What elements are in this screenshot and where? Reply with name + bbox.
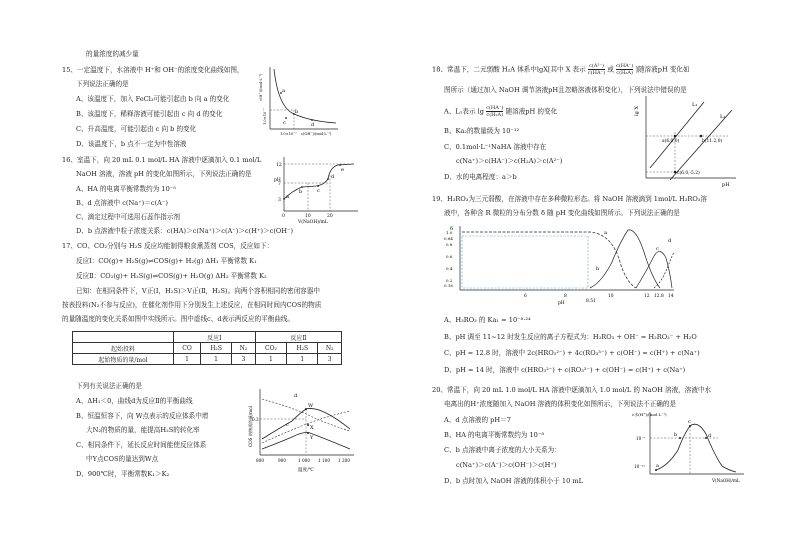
q19-ytick-04: 0.4 [446,266,453,271]
q15-option-c: C、升高温度，可能引起由 c 向 b 的变化 [76,125,197,133]
q17-point-w: W [308,403,314,409]
q18-point-c: c(6.0,-5.2) [677,171,700,176]
q15-ytick: 1.0×10⁻⁷ [263,108,267,125]
q20-point-b: b [674,432,678,438]
q19-xtick-851: 8.51 [586,299,596,304]
q17-xlabel: 温度/℃ [298,468,314,473]
q16-option-a: A、HA 的电离平衡常数约为 10⁻⁵ [76,185,176,193]
q17-table-cell: N₂ [318,343,342,354]
q18-figure [632,92,742,188]
q17-point-y: Y [310,435,314,441]
q17-stem: 17、CO、CO₂分别与 H₂S 反应均能制得粮食熏蒸剂 COS，反应如下： [62,242,274,250]
q16-stem: 16、室温下，向 20 mL 0.1 mol/L HA 溶液中逐滴加入 0.1 mol/L [62,156,262,164]
q18-frac-2 [616,63,633,76]
q17-option-b2: 大N₂的物质的量，能提高H₂S的转化率 [86,426,200,434]
q16-xlabel: V(NaOH)/mL [298,220,328,225]
q16-point-a: a [286,194,289,200]
q17-table-cell: 1 [173,354,200,365]
q19-xtick-14: 14 [668,294,674,299]
q17-table-cell: 起始物质的量/mol [73,354,174,365]
q18-option-c2: c(Na⁺)＞c(HA⁻)＞c(H₂A)＞c(A²⁻) [456,157,563,165]
q20-option-c2: c(Na⁺)＞c(A⁻)＞c(OH⁻)＞c(H⁺) [456,461,557,469]
q17-figure [244,383,358,475]
q19-ytick-1: 1.0 [446,230,453,235]
q17-table-cell: N₂ [232,343,256,354]
q18-a-frac-den: c(H₂A) [486,112,504,118]
q20-point-d: d [708,433,712,439]
q17-table-cell: 1 [201,354,232,365]
q16-option-d: D、b 点溶液中粒子浓度关系：c(HA)＞c(Na⁺)＞c(A⁻)＞c(H⁺)＞c(OH⁻) [76,227,294,235]
q17-table-cell [73,332,174,343]
q19-ytick-084: 0.84 [444,236,453,241]
q18-stem-text: 18、常温下，二元弱酸 H₂A 体系中lgX[其中 X 表示 [432,65,586,74]
q20-option-b: B、HA 的电离平衡常数约为 10⁻⁸ [444,431,545,439]
q20-option-a: A、d 点溶液的 pH＝7 [444,416,511,424]
q19-xlabel: pH [558,301,565,306]
q16-point-b: b [299,189,303,195]
q19-stem2: 液中，各种含 R 微粒的分布分数 δ 随 pH 变化曲线如图所示。下列说法正确的是 [444,209,680,217]
intro-text: 的量浓度的减少量 [86,50,139,58]
q18-xlabel: pH [722,182,730,188]
q16-point-d: d [331,174,335,180]
q17-table-header-2 [73,343,342,354]
q19-option-c: C、pH = 12.8 时，溶液中 2c(HRO₃²⁻) + 4c(RO₃³⁻) + c(OH⁻) = c(H⁺) + c(Na⁺) [444,349,700,357]
q20-point-c: c [688,419,691,425]
q18-option-a [444,105,557,118]
q18-frac2-den: c(H₂A) [616,70,633,76]
q15-option-b: B、该温度下，稀释溶液可能引起由 c 向 d 的变化 [76,110,223,118]
q15-figure [256,63,342,141]
q17-option-c: C、相同条件下，延长反应时间能使反应体系 [76,441,207,449]
q15-xtick: 1.0×10⁻⁷ [280,132,297,136]
q15-ask: 下列说法正确的是 [76,80,129,88]
q18-point-b: b(11.2,0) [702,139,723,144]
q15-option-d: D、该温度下，b 点不一定为中性溶液 [76,140,187,148]
q17-para-2: 按表投料(N₂不参与反应)，在催化剂作用下分别发生上述反应，在相同时间内COS的物质 [62,301,322,309]
q17-table-cell: 起始投料 [73,343,174,354]
q18-option-a-pre: A、L₁表示 lg [444,107,484,116]
q17-table-header-1 [73,332,342,343]
q20-stem2: 电离出的H⁺浓度随加入 NaOH 溶液的体积变化如图所示，下列说法不正确的是 [444,400,677,408]
q15-point-b: b [295,109,299,115]
q17-option-a: A、ΔH₁＜0，曲线d为反应Ⅱ的平衡曲线 [76,397,193,405]
q20-xlabel: V(NaOH)/mL [712,478,740,483]
q17-table-cell: CO [173,343,200,354]
q19-option-a: A、H₃RO₃ 的 Ka₁ = 10⁻⁸·²⁴ [444,316,531,324]
q19-curve-a: a [604,230,607,236]
q18-option-c: C、0.1mol·L⁻¹NaHA 溶液中存在 [444,143,547,151]
q18-stem-end: ]随溶液pH 变化如 [635,65,690,74]
q16-stem2: NaOH 溶液，溶液 pH 的变化如图所示，下列说法正确的是 [76,170,252,178]
q18-frac1-num: c(A²⁻) [589,63,604,69]
q18-stem2: 图所示（通过加入 NaOH 调节溶液pH且忽略溶液体积变化），下列说法中错误的是 [444,86,687,94]
q19-option-d: D、pH = 14 时，溶液中 c(HRO₃²⁻) + c(RO₃³⁻) + c(OH⁻) = c(H⁺) + c(Na⁺) [444,366,686,374]
q17-table [72,331,342,365]
q18-frac2-num: c(HA⁻) [615,63,634,69]
q17-table-cell: 3 [318,354,342,365]
q18-stem [432,63,690,76]
q16-option-b: B、d 点溶液中 c(Na⁺)＝c(A⁻) [76,199,168,207]
q17-xtick-900: 900 [278,458,286,463]
q19-ytick-016: 0.16 [444,283,453,288]
q17-option-c2: 中Y点COS的量达到W点 [86,455,159,463]
q17-table-cell: 1 [287,354,318,365]
q20-ytick-10: 10⁻¹⁰ [634,464,645,469]
q15-point-d: d [311,122,315,128]
q17-xtick-1000: 1 000 [298,458,310,463]
q16-point-c: c [317,188,320,194]
q17-table-cell: 反应Ⅱ [255,332,341,343]
q17-table-cell: 3 [232,354,256,365]
q17-reaction-1: 反应Ⅰ：CO(g)+ H₂S(g)⇌COS(g)+ H₂(g) ΔH₁ 平衡常数 K₁ [76,257,257,265]
q17-table-cell: 反应Ⅰ [173,332,255,343]
q18-option-a-frac [486,105,503,118]
q18-option-b: B、Ka₂的数量级为 10⁻¹² [444,127,520,135]
q17-xtick-1100: 1 100 [318,458,330,463]
q15-option-a: A、该温度下，加入 FeCl₃可能引起由 b 向 a 的变化 [76,95,230,103]
q16-xtick-10: 10 [305,214,311,219]
q16-ytick-7: 7 [278,182,281,187]
q17-reaction-2: 反应Ⅱ：CO₂(g)+ H₂S(g)⇌COS(g)+ H₂O(g) ΔH₂ 平衡常数 K₂ [76,272,267,280]
right-column [400,0,794,549]
q17-xtick-800: 800 [256,458,264,463]
q17-para-1: 已知：在相同条件下，V正(Ⅰ，H₂S)＞V正(Ⅱ，H₂S)。向两个容积相同的密闭容器中 [76,287,320,295]
q15-xlabel: c(OH⁻)/(mol·L⁻¹) [301,132,332,136]
q19-xtick-8: 8 [564,294,567,299]
q19-xtick-128: 12.8 [654,294,664,299]
q18-option-a-post: 随溶液pH 的变化 [505,107,558,116]
q20-figure [628,406,748,486]
q18-line-l2: L₂ [720,114,726,120]
q16-xtick-0: 0 [282,214,285,219]
q19-stem: 19、H₃RO₃为三元弱酸，在溶液中存在多种微粒形态。将 NaOH 溶液滴到 1mol/L H₃RO₃溶 [432,195,708,203]
q17-table-cell: CO₂ [255,343,287,354]
q19-curve-b: b [596,266,600,272]
q19-ytick-02: 0.2 [446,278,453,283]
q17-option-d: D、900℃时，平衡常数K₁＞K₂ [76,470,170,478]
q15-stem: 15、一定温度下，水溶液中 H⁺和 OH⁻的浓度变化曲线如图， [62,66,244,74]
q18-frac-1 [588,63,605,76]
q16-ytick-3: 3 [278,198,281,203]
q19-ytick-08: 0.8 [446,242,453,247]
q20-option-d: D、b 点时加入 NaOH 溶液的体积小于 10 mL [444,477,583,485]
q17-ylabel: COS 的物质的量/mol [248,405,253,447]
q17-ask: 下列有关说法正确的是 [76,382,142,390]
q16-figure [268,153,364,225]
q17-point-c: c [286,422,289,428]
q17-table-cell: H₂S [287,343,318,354]
q17-table-cell: H₂S [201,343,232,354]
q16-option-c: C、滴定过程中可选用石蕊作指示剂 [76,213,180,221]
q15-ylabel: c(H⁺)/(mol·L⁻¹) [259,73,263,101]
q17-point-d: d [294,393,298,399]
q17-table-row [73,354,342,365]
q15-point-a: a [282,88,285,94]
q19-xtick-10: 10 [608,294,614,299]
q16-xtick-20: 20 [327,214,333,219]
q18-or: 或 [607,65,614,74]
q20-stem: 20、常温下，向 20 mL 1.0 mol/L HA 溶液中逐滴加入 1.0 mol/L 的 NaOH 溶液，溶液中水 [432,386,712,394]
q18-ylabel: lg X [634,106,640,116]
q20-option-c: C、b 点溶液中离子浓度的大小关系为： [444,446,561,454]
q19-ylabel: δ [450,226,454,232]
q19-xtick-12: 12 [644,294,650,299]
q20-ylabel: c水(H⁺)/(mol·L⁻¹) [632,412,667,417]
q19-ytick-06: 0.6 [446,254,453,259]
q16-ylabel: pH [274,178,281,183]
q19-curve-d: d [668,238,672,244]
q20-point-a: a [656,463,659,469]
q18-point-a: a(6.0,0) [662,139,680,144]
q19-option-b: B、pH 调至 11~12 时发生反应的离子方程式为：H₃RO₃ + OH⁻ = H₂RO₃⁻ + H₂O [444,333,697,341]
q17-point-x: X [310,425,314,431]
q19-xtick-6: 6 [524,294,527,299]
q15-point-c: c [283,120,286,126]
q18-a-frac-num: c(HA⁻) [486,105,504,111]
q17-ytick: 0.3 [252,417,259,422]
q18-frac1-den: c(HA⁻) [587,70,606,76]
q17-xtick-1200: 1 200 [338,458,350,463]
q17-option-b: B、恒温恒容下，向 W点表示的反应体系中增 [76,412,209,420]
q18-option-d: D、水的电离程度：a＞b [444,173,517,181]
q20-ytick-7: 10⁻⁷ [636,436,646,441]
q16-point-e: e [341,167,344,173]
q18-line-l1: L₁ [692,102,698,108]
q16-ytick-12: 12 [276,163,282,168]
q19-curve-c: c [656,246,659,252]
q17-para-3: 的量随温度的变化关系如图中实线所示。图中虚线c、d表示两反应的平衡曲线。 [62,315,295,323]
q17-table-cell: 1 [255,354,287,365]
q19-figure [440,222,680,308]
